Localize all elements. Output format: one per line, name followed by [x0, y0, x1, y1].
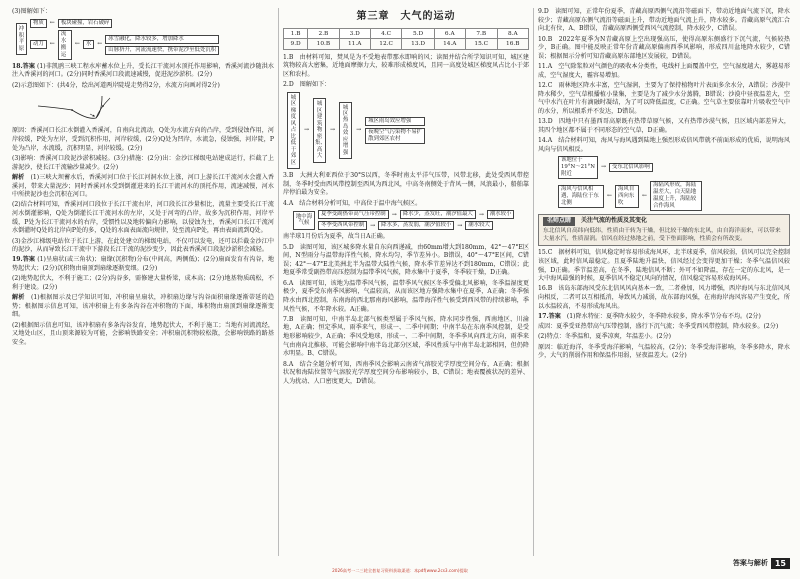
q2-r2-box: 夜晚空气污染物不易扩散到郊区农村 [365, 128, 425, 144]
answer-cell: 14.A [434, 39, 465, 49]
answer-cell: 7.B [465, 29, 497, 39]
q18-p2: (2)示意图如下：(共4分，绘出河道两岸陡堤走势得2分，水流方向画对得2分) [12, 81, 220, 89]
answer-cell: 1.B [284, 29, 308, 39]
alluvial-flow-diagram [16, 19, 274, 60]
answer-row [284, 29, 529, 39]
column-divider [278, 8, 279, 556]
arrow-icon: ← [607, 192, 613, 200]
q18-explain-3: (3)金沙江梯级电站位于长江上游，在此处建立的梯级电站，不仅可以发电，还可以拦截金沙江中的泥沙，从而导致长江干流中下游段长江干流的泥沙变少，因此表香溪河口段泥沙淤积会减轻。 [12, 237, 274, 254]
q19-explain-2: (2)根据图示信息可知，该冲积扇有多条沟谷发育，地势起伏大，不利于施工；当地有河流流经，又地处山区，且山顶来源较为可能，会影响铁路安全；冲积扇沉积物较松散，会影响铁路的路基安全。 [12, 321, 274, 346]
tip-title: 名师点睛 [543, 217, 575, 226]
q9-explain: 9.D 读图可知，正常年份夏季，青藏高原西侧气流沿等磁面下，带动近地面气流下沉，降水较少；青藏高原东侧气流沿等磁面上升，带动近地面气流上升，降水较多。青藏高原气流汇合向北有位，A、B错误，青藏高原西侧受西风气流控制，降水较少，C错误。 [538, 8, 790, 33]
column-divider [533, 8, 534, 556]
flow-e1: 板块碰撞，岩石破碎 [58, 19, 113, 28]
q14-flow-diagram [558, 156, 790, 211]
q4-t1-box: 夏季受副热带高气压带控制 [318, 210, 389, 219]
arrow-icon: → [330, 126, 336, 134]
tip-body: 东北信风自高纬向低纬，性质由干转为干燥，但比较干燥的东北风，由自海洋而来，可以带来大量水汽，性质湿润。信风在经过热地之前，受下垫面影响，性质会有所改变。 [543, 227, 781, 243]
chapter-title: 第三章 大气的运动 [356, 11, 456, 22]
river-sketch-diagram [30, 94, 150, 122]
footer-note: 2026高考一二三轮全套复习资料获取渠道：本pdf(www.2cs3.com)提取 [332, 568, 468, 573]
q4-b1-box: 冬季受西风带控制 [318, 221, 367, 230]
q14-b2-box: 受东北信风影响 [609, 163, 653, 172]
q2-intro: 2.D 图解如下： [283, 81, 331, 89]
q4-intro: 4.A 结合材料分析可知，中高位于温中海气候区。 [283, 199, 422, 207]
q14-intro: 14.A 结合材料可知，海风与海风遇到陆地上强烈形成信风带就不前面形成的优质，说明海风风向与信风相反。 [538, 136, 790, 153]
q18-explain-2: (2)结合材料可知，香溪河河口段位于长江干流右岸，河口段长江沙量相比，流量主要受长江干流河水倒灌影响，Q处为倒灌长江干流河水的左岸，又处于河弯的凸岸，故多为沉积作用，河岸平缓，P处为长江干流河水的右岸，受惯性以及地转偏向力影响，以侵蚀为主，香溪河口长江干流河水倒灌时Q处的北岸向P处的多，Q处的水面表面流向规律，处至流向P处，再由表面流到Q处。 [12, 201, 274, 235]
arrow-icon: ← [642, 192, 648, 200]
flow-material: 物质 [30, 19, 47, 28]
q17-p2: 成因：夏季受亚热带高气压带控制，盛行下沉气流；冬季受西风带控制，降水较多。(2分) [538, 323, 779, 331]
q19-explain-1: 解析 (1)根据图示及已学知识可知，冲积扇呈扇状，冲积扇边缘与沟谷面积扇缘逐渐蒂延的趋势；根据图示信息可知，该冲积扇上有多条沟谷在冲积物的下面，堆积物由扇顶到扇缘逐渐变细。 [12, 294, 275, 319]
answer-cell: 13.D [402, 39, 434, 49]
arrow-icon: → [391, 210, 397, 218]
q18-p4: (3)影响：香溪河口段泥沙淤积减轻。(3分)措施：(2分)出：金沙江梯级电站建成运行，拦截了上游泥沙，使长江干流输沙量减少。(2分) [12, 154, 274, 171]
q18-answer: 18.答案 (1)非凯鸥三峡工程水库蓄水位上升，受长江干流河水顶托作用影响，香溪河流沙随洪水注入香溪河的河口。(2分)同时香溪河口段流速减慢，促进泥沙淤积。(2分) [12, 62, 274, 79]
right-column [538, 8, 790, 363]
q3-explain: 3.B 大洲大利亚西位于30°S以西，冬季时南太平洋气压带，风带北移，此处受西风带控制，冬季时受由西风带控制至西风为西北风，中高冬南侧处于背风一侧，风浪最小，船舶靠岸停泊最为安全。 [283, 172, 529, 197]
arrow-icon: ← [49, 40, 55, 48]
answer-cell: 11.A [339, 39, 370, 49]
q16-explain: 16.B 该岛东部海风受东北信风风向基本一致，二者叠加，风力增强，西岸海风与东北信风风向相反，二者可以互相抵消，导致风力减弱，故东部海风强，在南海岸海风容易产生变化，所以水温较高，不易形成海风出。 [538, 285, 790, 310]
q1-explain: 1.B 由材料可知，焚风是为不受地表带那水即响的风；读图并结合所学知识可知，城区建筑物较高大密集，近地面摩擦力大，较难形成梯度风，且同一高度处城区梯度风占比小于郊区和农村。 [283, 53, 529, 78]
q7-explain: 7.B 读图可知，中南半岛北部气候类型属于季风气候，降水同步性强，西南地区、川渝地，A正确；恒定季风，雨季来气，形成一、二季中间期；中南半岛在东南季风控制，是受地形影响较少，A正确；季风受地球，形成一、二季中间期，冬季季风向西北方向，雨季来气由南向北推移，可能会影响中南半岛北部分区域，季风性质与中南半岛北部相同，但仍降水明显。B、C错误。 [283, 315, 529, 358]
q2-flow-diagram [287, 92, 529, 169]
answer-cell: 16.B [497, 39, 528, 49]
q4-climate-box: 地中海气候 [293, 211, 315, 230]
middle-column [283, 8, 529, 388]
answer-cell: 8.A [497, 29, 528, 39]
answer-cell: 10.B [308, 39, 339, 49]
q11-explain: 11.A 空气除浆粒对气颜色的吸收本分类性，电线杆上面覆盖中空，空气湿度越大，雾越易形成，空气湿度大，霾容易增加。 [538, 63, 790, 79]
answer-cell: 2.B [308, 29, 339, 39]
q6-explain: 6.A 读图可知，该地为温带季风气候，温带季风气候区冬季受偏北风影响，冬季温湿度更极少，夏季受东南季风影响，气温较高，从而该区地方强降水集中在夏季，A正确；冬季强降水由西北控制，东南海的西北那南海风影响，温带海洋性气候受到西风带的持续影响，季风性气候，不年降水较。A正确。 [283, 279, 529, 313]
arrow-icon: ← [97, 40, 103, 48]
arrow-icon: → [356, 126, 362, 134]
q2-b1-box: 城区建筑物密集、高大 [313, 98, 326, 162]
q19-answer: 19.答案 (1)呈扇状(或三角状)；扇缘(沉积物)分布(中间高，两侧低)；(2分)扇面发育有沟谷，地势起伏大；(2分)沉积物由扇顶到扇缘逐渐变细。(2分) [12, 256, 275, 273]
flow-water-transport: 流水搬运 [58, 30, 72, 60]
arrow-icon: ← [74, 40, 80, 48]
q18-explain-1: 解析 (1)三峡大坝蓄水后，香溪河河口位于长江河洞水位上涨，河口上游长江干流河水会灌入香溪河，带来大量泥沙；同时香溪河水受到倒灌进来的长江干流河水的顶托作用，流速减慢，河水中所挟泥沙也会沉积在河口。 [12, 173, 274, 199]
alluvial-branches [30, 19, 219, 60]
answer-row [284, 39, 529, 49]
answer-cell: 4.C [370, 29, 402, 39]
q14-b4-box: 海风自西向东吹 [615, 185, 639, 208]
q4-t2-box: 降水少，蒸发旺，潮汐值最大 [400, 210, 476, 219]
page-number: 15 [771, 558, 790, 569]
q14-b5-box: 海陆风形成，海陆温差大，白天陆地温度上升，海陆较合作海风 [650, 181, 702, 211]
answer-cell: 5.D [402, 29, 434, 39]
flow-water: 水 [83, 40, 94, 49]
alluvial-plain-box: 冲积平原 [16, 23, 27, 55]
q4-flow-diagram [293, 210, 529, 230]
arrow-icon: → [457, 221, 463, 229]
q14-b1-box: 该地位于19°N～21°N附近 [558, 156, 598, 179]
q17-p3: (2)特点：冬季温和，夏季凉爽，年温差小。(2分) [538, 333, 672, 341]
q19-p2: (2)地势起伏大，不利于施工；(2分)沟谷多，需修建大量桥梁，成本高；(2分)地基物质疏松，不利于建设。(2分) [12, 275, 274, 291]
q14-b3-box: 海风与信风相遇，海陆位于东北侧 [558, 185, 604, 208]
flow-dynamic: 动力 [30, 40, 47, 49]
q2-b2-box: 城区热岛效应增强 [339, 102, 352, 160]
answer-cell: 3.D [339, 29, 370, 39]
q2-left-box: 城区梯度风占比低于郊区 [287, 92, 300, 169]
page-label: 答案与解析 [732, 558, 768, 567]
q4-end: 南半球1月份后为夏季，故当日A正确。 [283, 233, 389, 241]
left-column [12, 8, 274, 349]
answer-cell: 12.C [370, 39, 402, 49]
arrow-icon: → [601, 163, 607, 171]
q18-p3: 原因：香溪河口长江水倒灌入香溪河，自南向北流动，Q处为水流方向的凸岸，受到侵蚀作用，河岸较缓，P处为左岸，受到沉积作用，河岸较缓，(2分)Q处为凹岸，水流急，侵蚀强，河岸陡，P处为凸岸，水流缓，沉积明显，河岸较缓。(2分) [12, 127, 274, 152]
q17-p4: 原因：临近海洋，冬季受海洋影响，气温较高，(2分)；冬季受海洋影响，冬季多降水，降水少，大气的削弱作用和保温作用弱，昼夜温差大。(2分) [538, 343, 790, 360]
answer-cell: 15.C [465, 39, 497, 49]
q4-b3-box: 潮水较大 [465, 221, 493, 230]
answer-cell: 6.A [434, 29, 465, 39]
flow-e4: 山脉挤升，河流流速快，携带泥沙至低处沉积 [105, 46, 219, 55]
flow1-intro: (3)图解如下： [12, 8, 52, 15]
q4-b2-box: 降水多，蒸发弱，潮汐值较小 [378, 221, 454, 230]
answer-cell: 9.D [284, 39, 308, 49]
arrow-icon: ← [49, 18, 55, 26]
q5-explain: 5.D 读图可知，该区城多降水量自东向西递减，由60mm增大到180mm，42°～47°E区间，N型雨分与温带海洋性气候，降水均匀，季节差异小。B错误，40°～47°E区间，C错误；42°～47°E北美洲北半为温带大陆性气候，降水季节差异达不到180mm，C错误；此地夏季常受副热带高压控制为温带季风气候，降水集中于夏季，冬季较干燥，D正确。 [283, 243, 529, 277]
teacher-tip-box [538, 214, 790, 246]
arrow-icon: → [370, 221, 376, 229]
answer-key-table [283, 28, 529, 49]
arrow-icon: → [478, 210, 484, 218]
q8-explain: 8.A 结合全题分析可知，西南季风会影响云南省气溶胶光学厚度空间分布，A正确；根据状况和海陆位置等气溶胶光学厚度空间分布影响较小，B、C错误；地表覆被状况的差异、人为扰动、人口密度更大，D错误。 [283, 360, 529, 385]
tip-subtitle: 关注气流的性质及其变化 [581, 217, 648, 225]
arrow-icon: → [304, 126, 310, 134]
q17-answer: 17.答案 (1)降水特征：夏季降水较少，冬季降水较多，降水季节分布不均。(2分) [538, 312, 761, 320]
q12-explain: 12.C 雨林地区降水丰富，空气湿润，主要为了保持植物叶片表面多余水分，A错误；沙漠中降水稀少，空气草根播植小量集，主要是为了减少水分蒸腾，B错误；沙漠中昼夜温差大，空气中水汽在叶片有滴融时凝结，为了可以降低温度，C正确。空气草主要依靠叶片吸收空气中的水分，所以根系并不发达，D错误。 [538, 81, 790, 115]
q2-r1-box: 城区雨岛效应增强 [365, 117, 425, 126]
q13-explain: 13.D 四地中只有墨西哥高原既有热带草原气候，又有热带沙漠气候，且区域内部差异大，其四个地区都不属于不同形态的空气草，D正确。 [538, 118, 790, 134]
q4-t3-box: 潮水较小 [487, 210, 515, 219]
q15-explain: 15.C 据材料可知，信风稳定时容易形成海风环，北半球夏季，信风较弱，信风可以完全控制该区域，此时信风最稳定。且夏季陆地升温快，信风经过会变得更加干燥；冬季气温信风较强，D正确。季节温差高，在冬季，陆地信风不断；外可不如降温，存在一定的东北风，是一大中海风最强的时候，夏季信风不稳定(风向的情况，信风稳定容易形成海风环。 [538, 249, 791, 283]
q10-explain: 10.B 2022年夏季为N青藏高原上空出现强高压，使得高原东侧盛行下沉气流，气候较热少，B正确。图中能反映正常年份青藏高原偏南西季风影响，形成四川盆地降水较少，C错误；根据图示分析可知青藏高原东部地区发展较，D错误。 [538, 35, 790, 60]
flow-e3: 冰雪融化，降水较多，增加降水 [105, 35, 219, 44]
